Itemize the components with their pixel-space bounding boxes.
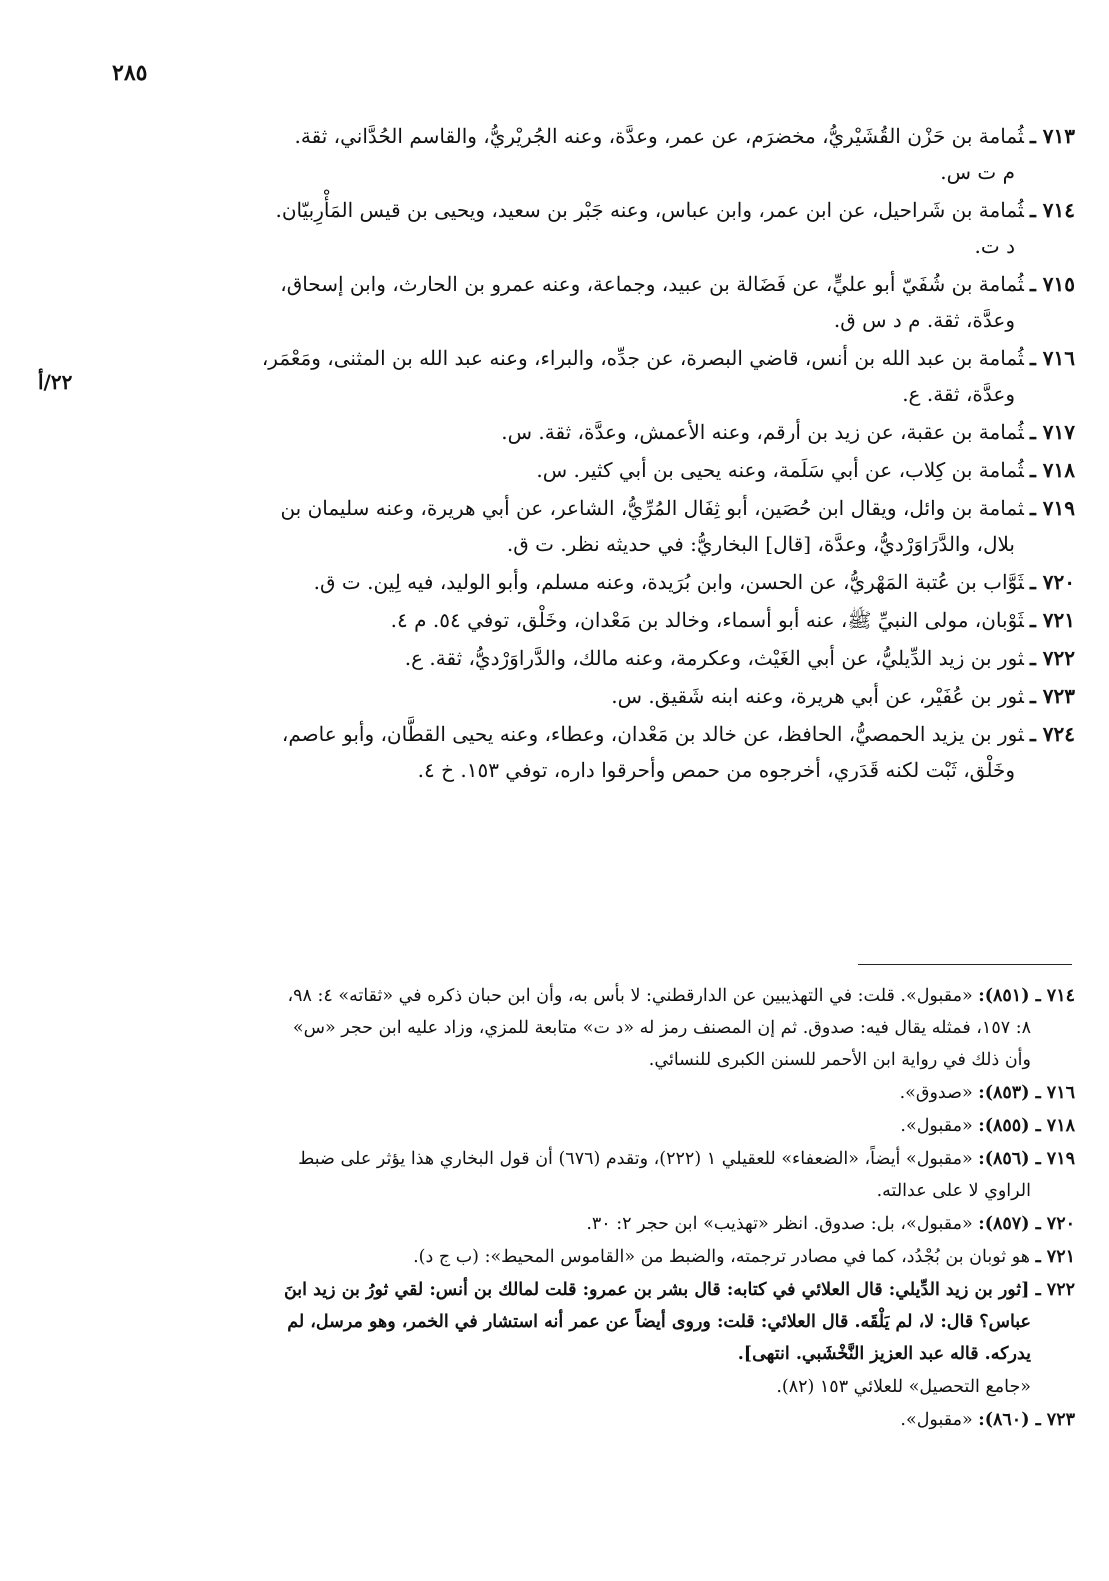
entry-number: ٧١٧ ـ bbox=[1029, 420, 1075, 444]
entry-continuation: م ت س. bbox=[940, 160, 1015, 184]
footnote-720 bbox=[100, 1208, 1075, 1240]
footnotes bbox=[100, 980, 1075, 1437]
footnote-text: «مقبول» أيضاً، «الضعفاء» للعقيلي ١ (٢٢٢)، وتقدم (٦٧٦) أن قول البخاري هذا يؤثر على ضبط bbox=[298, 1149, 973, 1169]
footnote-continuation: عباس؟ قال: لا، لم يَلْقَه. قال العلائي: قلت: وروى أيضاً عن عمر أنه استشار في الخمر، وهو مرسل، لم bbox=[287, 1312, 1031, 1332]
entry-text: ثور بن يزيد الحمصيُّ، الحافظ، عن خالد بن مَعْدان، وعطاء، وعنه يحيى القطَّان، وأبو عاصم، bbox=[281, 722, 1024, 746]
footnote-text: «مقبول». قلت: في التهذيبين عن الدارقطني: لا بأس به، وأن ابن حبان ذكره في «ثقاته» ٤: ٩٨، bbox=[287, 986, 973, 1006]
entry-723 bbox=[100, 678, 1075, 714]
entry-continuation: وعدَّة، ثقة. ع. bbox=[902, 382, 1015, 406]
footnote-number: ٧٢٠ ـ (٨٥٧): bbox=[978, 1214, 1075, 1234]
footnote-divider bbox=[858, 964, 1072, 965]
entry-number: ٧٢٠ ـ bbox=[1029, 570, 1075, 594]
entry-719 bbox=[100, 490, 1075, 562]
entry-number: ٧٢١ ـ bbox=[1029, 608, 1075, 632]
footnote-text: «صدوق». bbox=[899, 1083, 973, 1103]
entry-continuation: وعدَّة، ثقة. م د س ق. bbox=[833, 308, 1015, 332]
entry-text: ثمامة بن وائل، ويقال ابن حُصَين، أبو ثِفَال المُرِّيُّ، الشاعر، عن أبي هريرة، وعنه سليمان بن bbox=[280, 496, 1024, 520]
footnote-723 bbox=[100, 1404, 1075, 1436]
entry-722 bbox=[100, 640, 1075, 676]
footnote-number: ٧١٩ ـ (٨٥٦): bbox=[978, 1149, 1075, 1169]
entry-number: ٧٢٣ ـ bbox=[1029, 684, 1075, 708]
entry-text: ثَوْبان، مولى النبيِّ ﷺ، عنه أبو أسماء، وخالد بن مَعْدان، وخَلْق، توفي ٥٤. م ٤. bbox=[390, 608, 1024, 632]
entry-number: ٧١٦ ـ bbox=[1029, 346, 1075, 370]
entry-number: ٧١٩ ـ bbox=[1029, 496, 1075, 520]
entry-continuation: بلال، والدَّرَاوَرْديُّ، وعدَّة، [قال] البخاريُّ: في حديثه نظر. ت ق. bbox=[506, 532, 1015, 556]
footnote-number: ٧١٨ ـ (٨٥٥): bbox=[978, 1116, 1075, 1136]
footnote-722-source bbox=[100, 1371, 1075, 1403]
entry-714 bbox=[100, 192, 1075, 264]
entry-number: ٧١٥ ـ bbox=[1029, 272, 1075, 296]
entry-724 bbox=[100, 716, 1075, 788]
footnote-text: «مقبول»، بل: صدوق. انظر «تهذيب» ابن حجر ٢: ٣٠. bbox=[586, 1214, 973, 1234]
footnote-714 bbox=[100, 980, 1075, 1076]
entry-text: ثور بن عُفَيْر، عن أبي هريرة، وعنه ابنه شَقيق. س. bbox=[611, 684, 1024, 708]
footnote-716 bbox=[100, 1077, 1075, 1109]
entry-text: ثُمامة بن شَراحيل، عن ابن عمر، وابن عباس، وعنه جَبْر بن سعيد، ويحيى بن قيس المَأْرِبيّان. bbox=[275, 198, 1024, 222]
entry-text: ثُمامة بن عبد الله بن أنس، قاضي البصرة، عن جدِّه، والبراء، وعنه عبد الله بن المثنى، ومَعْمَر، bbox=[261, 346, 1024, 370]
entry-number: ٧١٨ ـ bbox=[1029, 458, 1075, 482]
entry-text: ثُمامة بن حَزْن القُشَيْريُّ، مخضرَم، عن عمر، وعدَّة، وعنه الجُريْريُّ، والقاسم الحُدَّاني، ثقة. bbox=[294, 124, 1024, 148]
footnote-number: ٧١٤ ـ (٨٥١): bbox=[978, 986, 1075, 1006]
footnote-719 bbox=[100, 1143, 1075, 1207]
footnote-text: «جامع التحصيل» للعلائي ١٥٣ (٨٢). bbox=[776, 1377, 1031, 1397]
entry-713 bbox=[100, 118, 1075, 190]
footnote-text: [ثور بن زيد الدِّيلي: قال العلائي في كتابه: قال بشر بن عمرو: قلت لمالك بن أنس: لقي ثورُ بن زيد ابنَ bbox=[283, 1280, 1030, 1300]
footnote-721 bbox=[100, 1241, 1075, 1273]
footnote-722 bbox=[100, 1274, 1075, 1370]
footnote-number: ٧٢٢ ـ bbox=[1035, 1280, 1075, 1300]
footnote-text: هو ثوبان بن بُجْدُد، كما في مصادر ترجمته، والضبط من «القاموس المحيط»: (ب ج د). bbox=[413, 1247, 1030, 1267]
entry-text: ثُمامة بن كِلاب، عن أبي سَلَمة، وعنه يحيى بن أبي كثير. س. bbox=[536, 458, 1024, 482]
footnote-continuation-2: يدركه. قاله عبد العزيز النَّخْشَبي. انتهى]. bbox=[737, 1344, 1031, 1364]
entry-721 bbox=[100, 602, 1075, 638]
page-number: ٢٨٥ bbox=[112, 60, 148, 86]
footnote-text: «مقبول». bbox=[900, 1116, 973, 1136]
footnote-continuation: الراوي لا على عدالته. bbox=[876, 1181, 1031, 1201]
entry-715 bbox=[100, 266, 1075, 338]
entry-text: ثُمامة بن شُفَيّ أبو عليٍّ، عن فَضَالة بن عبيد، وجماعة، وعنه عمرو بن الحارث، وابن إسحاق، bbox=[280, 272, 1024, 296]
entry-number: ٧٢٤ ـ bbox=[1029, 722, 1075, 746]
entry-717 bbox=[100, 414, 1075, 450]
footnote-continuation-2: وأن ذلك في رواية ابن الأحمر للسنن الكبرى للنسائي. bbox=[648, 1050, 1031, 1070]
entry-number: ٧١٣ ـ bbox=[1029, 124, 1075, 148]
entry-continuation: وخَلْق، ثَبْت لكنه قَدَري، أخرجوه من حمص وأحرقوا داره، توفي ١٥٣. خ ٤. bbox=[417, 758, 1015, 782]
entry-text: ثور بن زيد الدِّيليُّ، عن أبي الغَيْث، وعكرمة، وعنه مالك، والدَّراوَرْديُّ، ثقة. ع. bbox=[404, 646, 1024, 670]
manuscript-folio-note: ٢٢/أ bbox=[38, 370, 73, 394]
footnote-number: ٧٢٣ ـ (٨٦٠): bbox=[978, 1410, 1075, 1430]
entry-text: ثَوَّاب بن عُتبة المَهْريُّ، عن الحسن، وابن بُرَيدة، وعنه مسلم، وأبو الوليد، فيه لِين. ت ق. bbox=[313, 570, 1024, 594]
footnote-text: «مقبول». bbox=[900, 1410, 973, 1430]
entry-number: ٧١٤ ـ bbox=[1029, 198, 1075, 222]
entry-number: ٧٢٢ ـ bbox=[1029, 646, 1075, 670]
footnote-718 bbox=[100, 1110, 1075, 1142]
entry-720 bbox=[100, 564, 1075, 600]
entry-718 bbox=[100, 452, 1075, 488]
biographical-entries bbox=[100, 118, 1075, 790]
entry-continuation: د ت. bbox=[974, 234, 1015, 258]
entry-716 bbox=[100, 340, 1075, 412]
entry-text: ثُمامة بن عقبة، عن زيد بن أرقم، وعنه الأعمش، وعدَّة، ثقة. س. bbox=[501, 420, 1024, 444]
footnote-number: ٧٢١ ـ bbox=[1035, 1247, 1075, 1267]
footnote-number: ٧١٦ ـ (٨٥٣): bbox=[978, 1083, 1075, 1103]
footnote-continuation: ٨: ١٥٧، فمثله يقال فيه: صدوق. ثم إن المصنف رمز له «د ت» متابعة للمزي، وزاد عليه ابن حجر «س» bbox=[292, 1018, 1031, 1038]
